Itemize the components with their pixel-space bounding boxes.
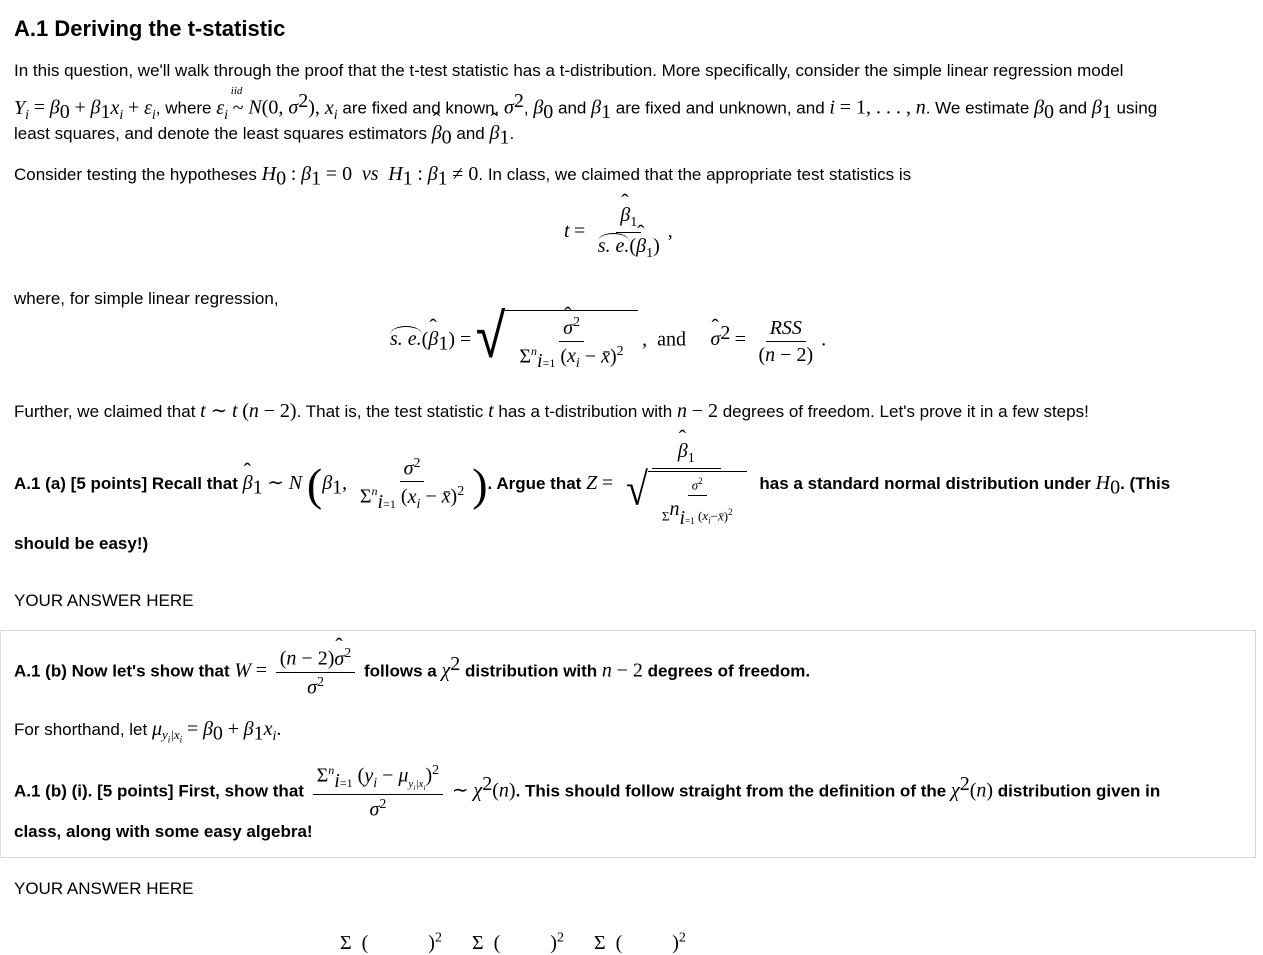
intro-line-3: least squares, and denote the least squares estimators ˆ $\beta_0$ and ˆ $\beta_1$.	[14, 122, 514, 149]
question-a1b-i: A.1 (b) (i). [5 points] First, show that $\frac{\Sigma^n_{i=1} (y_i - \mu_{y_i|x_i})^2}{\sigma^2}$ ∼ $\chi^2(n)$. This should follow straight from the definition of the $\chi^2(n)$ distribution given in	[14, 763, 1161, 821]
hypotheses-line: Consider testing the hypotheses $H_0$ : $\beta_1 = 0$ vs $H_1$ : $\beta_1 \ne 0$. In class, we claimed that the appropriate test statistics is	[14, 163, 912, 190]
further-line: Further, we claimed that t ∼ t (n − 2). That is, the test statistic t has a t-distribution with n − 2 degrees of freedom. Let's prove it in a few steps!	[14, 400, 1089, 422]
shorthand-line: For shorthand, let $\mu_{y_i|x_i} = \beta_0 + \beta_1x_i$.	[14, 718, 282, 745]
question-a1b-i-line2: class, along with some easy algebra!	[14, 822, 313, 841]
question-a1a-line2: should be easy!)	[14, 534, 149, 553]
answer-placeholder-a[interactable]: YOUR ANSWER HERE	[14, 591, 194, 610]
t-statistic-formula: t = ˆ $\frac{\beta_1}{s. e.(ˆ \beta_1)}$ ,	[564, 204, 673, 262]
question-a1b: A.1 (b) Now let's show that W = $\frac{(n - 2)ˆ \sigma^2}{\sigma^2}$ follows a $\chi^2$ distribution with n − 2 degrees of freedom.	[14, 646, 810, 698]
intro-line-1: In this question, we'll walk through the proof that the t-test statistic has a t-distribution. More specifically, consider the simple linear regression model	[14, 61, 1124, 80]
where-line: where, for simple linear regression,	[14, 289, 279, 308]
intro-line-2: $Y_i = \beta_0 + \beta_1x_i + \varepsilon_i$, where $\varepsilon_i$ ~ iid N(0, $\sigma^2$), $x_i$ are fixed and known, $\sigma^2$, $\beta_0$ and $\beta_1$ are fixed and unknown, and i = 1, . . . , n. We estimate $\beta_0$ and $\beta_1$ using	[14, 84, 1158, 124]
se-formula: s. e.(ˆ $\beta_1$) = √ ˆ $\frac{\sigma^2}{\Sigma^n_{i=1} (x_i - x̄)^2}$ , and ˆ $\sigma^2$ = $\frac{\text{RSS}}{(n - 2)}$ .	[390, 310, 826, 372]
question-a1a: A.1 (a) [5 points] Recall that ˆ $\beta_1$ ∼ N ($\beta_1$, $\frac{\sigma^2}{\Sigma^n_{i=1} (x_i - x̄)^2}$ ). Argue that Z = ˆ $\beta_1$ √ $\frac{\sigma^2}{\Sigma^n_{i=1} (x_i-x̄)^2}$ has a standard normal distribution under $H_0$. (This	[14, 440, 1170, 529]
next-formula-fragment: Σ ( )$^2$ Σ ( )$^2$ Σ ( )$^2$	[340, 930, 686, 954]
section-heading: A.1 Deriving the t-statistic	[14, 16, 286, 41]
answer-placeholder-b[interactable]: YOUR ANSWER HERE	[14, 879, 194, 898]
